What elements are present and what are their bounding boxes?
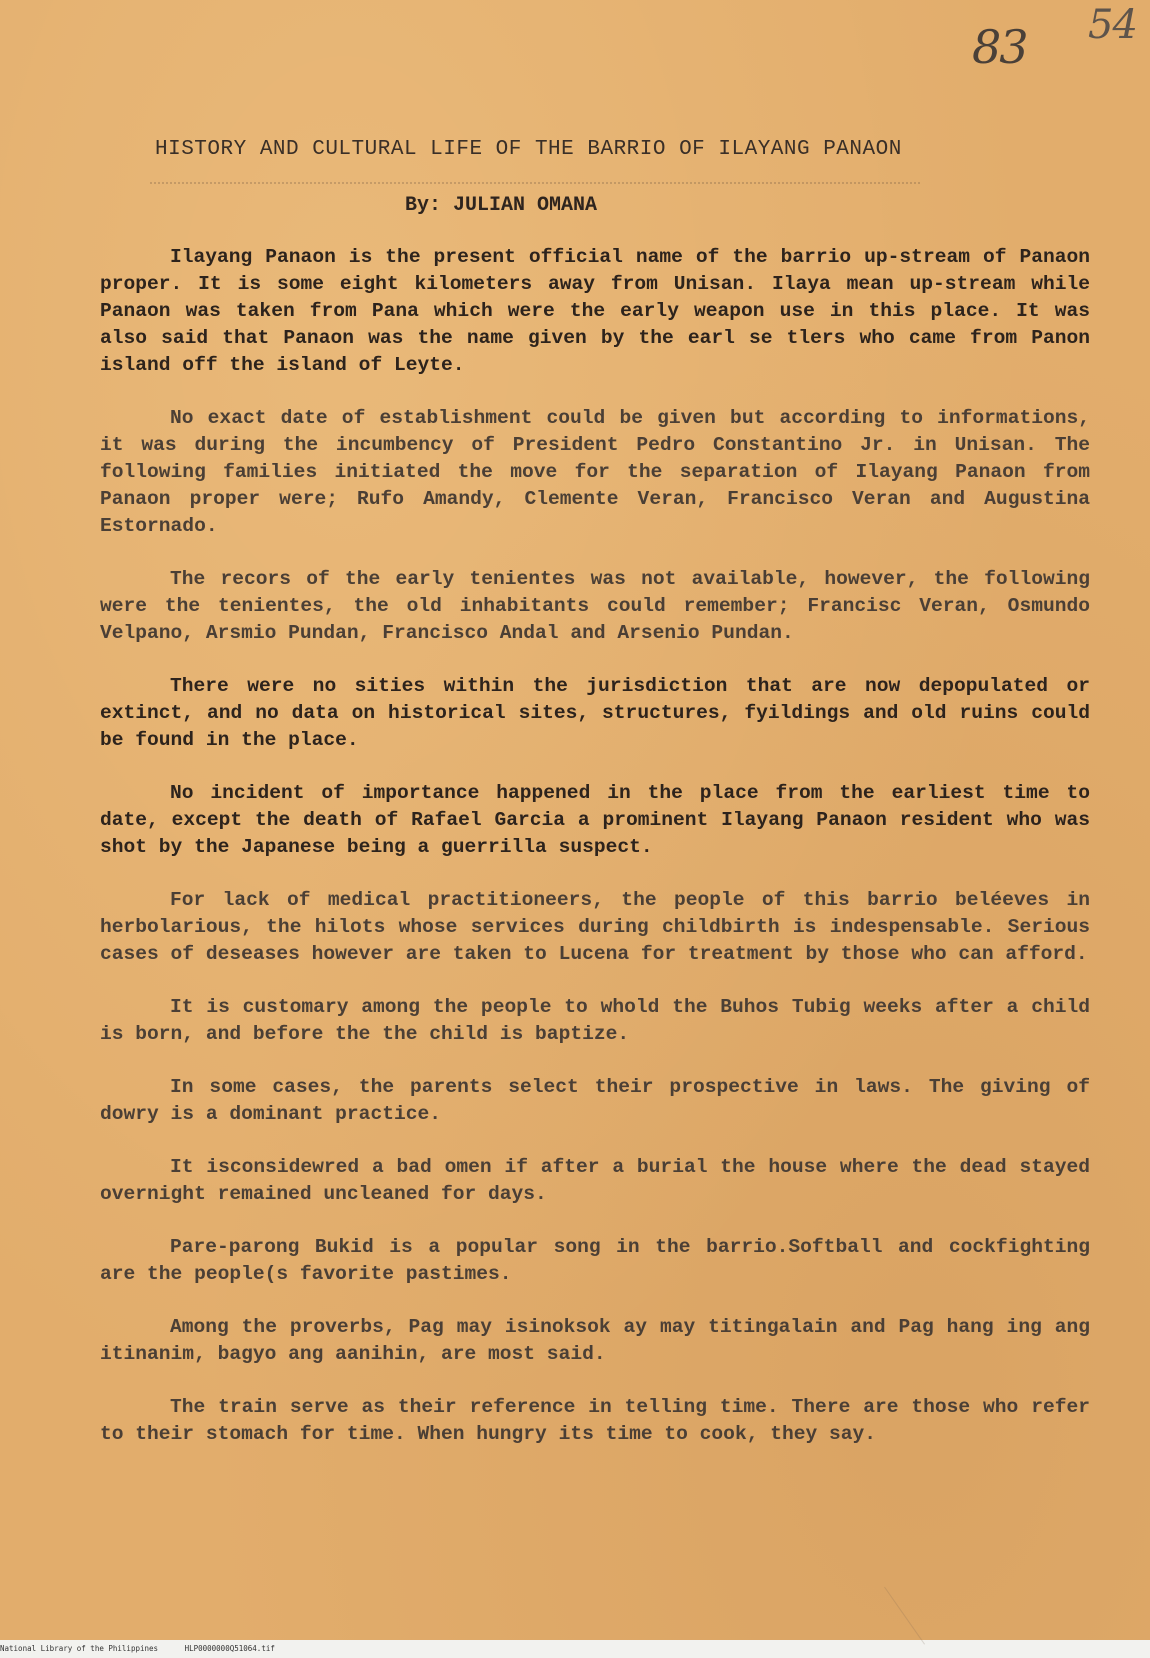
original-page-number: 54 xyxy=(1088,2,1137,48)
document-body xyxy=(100,244,1090,1474)
paragraph: Ilayang Panaon is the present official name of the barrio up-stream of Panaon proper. It is some eight kilometers away from Unisan. Ilaya mean up-stream while Panaon was taken from Pana which were the early weapon use in this place. It was also said that Panaon was the name given by the earl se tlers who came from Panon island off the island of Leyte. xyxy=(100,246,1090,376)
document-title: HISTORY AND CULTURAL LIFE OF THE BARRIO OF ILAYANG PANAON xyxy=(155,138,902,161)
scan-filename: HLP0000000Q51064.tif xyxy=(184,1644,275,1653)
library-credit: National Library of the Philippines xyxy=(0,1644,159,1653)
page-number: 83 xyxy=(972,20,1027,74)
paragraph: In some cases, the parents select their prospective in laws. The giving of dowry is a dominant practice. xyxy=(100,1076,1090,1125)
paragraph: Among the proverbs, Pag may isinoksok ay may titingalain and Pag hang ing ang itinanim, bagyo ang aanihin, are most said. xyxy=(100,1316,1090,1365)
paragraph: No incident of importance happened in the place from the earliest time to date, except the death of Rafael Garcia a prominent Ilayang Panaon resident who was shot by the Japanese being a guerrilla suspect. xyxy=(100,782,1090,858)
paragraph: It isconsidewred a bad omen if after a burial the house where the dead stayed overnight remained uncleaned for days. xyxy=(100,1156,1090,1205)
paragraph: For lack of medical practitioneers, the people of this barrio beléeves in herbolarious, the hilots whose services during childbirth is indespensable. Serious cases of deseases however are taken to Lucena for treatment by those who can afford. xyxy=(100,889,1090,965)
pencil-mark xyxy=(884,1529,1007,1644)
paragraph: The train serve as their reference in telling time. There are those who refer to their stomach for time. When hungry its time to cook, they say. xyxy=(100,1396,1090,1445)
scan-footer xyxy=(0,1642,1150,1658)
author-line: By: JULIAN OMANA xyxy=(405,194,598,217)
paragraph: It is customary among the people to whold the Buhos Tubig weeks after a child is born, and before the the child is baptize. xyxy=(100,996,1090,1045)
paragraph: The recors of the early tenientes was not available, however, the following were the tenientes, the old inhabitants could remember; Francisc Veran, Osmundo Velpano, Arsmio Pundan, Francisco Andal and Arsenio Pundan. xyxy=(100,568,1090,644)
paragraph: No exact date of establishment could be given but according to informations, it was during the incumbency of President Pedro Constantino Jr. in Unisan. The following families initiated the move for the separation of Ilayang Panaon from Panaon proper were; Rufo Amandy, Clemente Veran, Francisco Veran and Augustina Estornado. xyxy=(100,407,1090,537)
bleed-through-line xyxy=(150,182,920,186)
paragraph: Pare-parong Bukid is a popular song in the barrio.Softball and cockfighting are the people(s favorite pastimes. xyxy=(100,1236,1090,1285)
paragraph: There were no sities within the jurisdiction that are now depopulated or extinct, and no data on historical sites, structures, fyildings and old ruins could be found in the place. xyxy=(100,675,1090,751)
